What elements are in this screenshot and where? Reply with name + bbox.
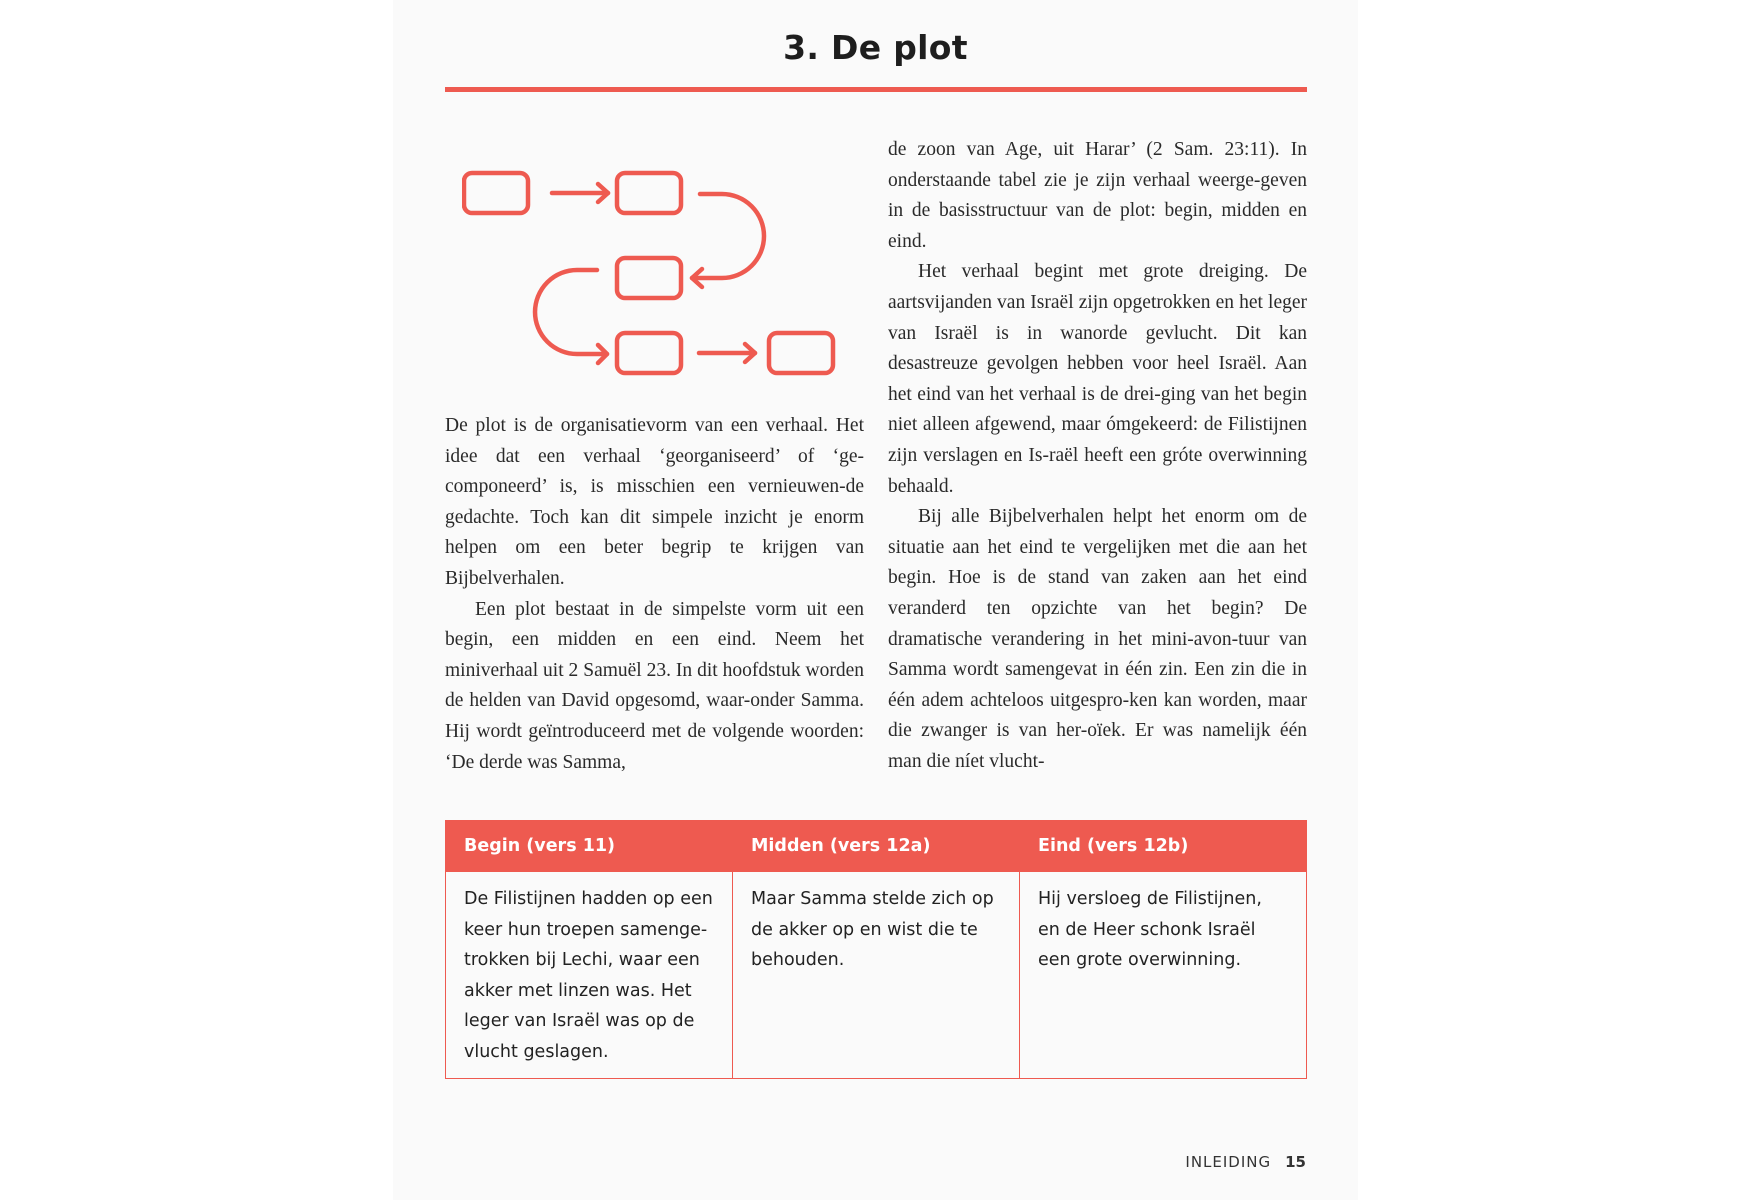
table-header-eind: Eind (vers 12b) [1020,821,1307,872]
table-cell-midden: Maar Samma stelde zich op de akker op en wist die te behouden. [733,872,1020,1079]
diagram-curve-right [692,194,764,278]
diagram-box-5 [769,333,833,373]
page-title: 3. De plot [783,28,968,67]
table-header-row [446,821,1307,872]
footer-section: INLEIDING [1185,1153,1272,1171]
table-header-begin: Begin (vers 11) [446,821,733,872]
page-footer [1185,1153,1306,1171]
diagram-box-4 [617,333,681,373]
table-cell-begin: De Filistijnen hadden op een keer hun troepen samenge-trokken bij Lechi, waar een akker met linzen was. Het leger van Israël was op de vlucht geslagen. [446,872,733,1079]
table-row [446,872,1307,1079]
diagram-curve-left [535,270,607,354]
table-cell-eind: Hij versloeg de Filistijnen, en de Heer schonk Israël een grote overwinning. [1020,872,1307,1079]
paragraph: de zoon van Age, uit Harar’ (2 Sam. 23:11). In onderstaande tabel zie je zijn verhaal weerge-geven in de basisstructuur van de plot: begin, midden en eind. [888,139,1307,252]
book-page [393,0,1358,1200]
paragraph: Het verhaal begint met grote dreiging. De aartsvijanden van Israël zijn opgetrokken en het leger van Israël is in wanorde gevlucht. Dit kan desastreuze gevolgen hebben voor heel Israël. Aan het eind van het verhaal is de drei-ging van het begin niet alleen afgewend, maar ómgekeerd: de Filistijnen zijn verslagen en Is-raël heeft een gróte overwinning behaald. [888,261,1307,497]
paragraph: Bij alle Bijbelverhalen helpt het enorm om de situatie aan het eind te vergelijken met die aan het begin. Hoe is de stand van zaken aan het eind veranderd ten opzichte van het begin? De dramatische verandering in het mini-avon-tuur van Samma wordt samengevat in één zin. Een zin die in één adem achteloos uitgespro-ken kan worden, maar die zwanger is van her-oïek. Er was namelijk één man die níet vlucht- [888,506,1307,772]
right-column [888,135,1307,777]
table-header-midden: Midden (vers 12a) [733,821,1020,872]
page-number: 15 [1285,1153,1306,1171]
plot-structure-table [445,820,1307,1079]
diagram-box-1 [464,173,528,213]
diagram-box-3 [617,258,681,298]
left-column [445,411,864,778]
paragraph: De plot is de organisatievorm van een verhaal. Het idee dat een verhaal ‘georganiseerd’ of ‘ge-componeerd’ is, is misschien een vernieuwen-de gedachte. Toch kan dit simpele inzicht je enorm helpen om een beter begrip te krijgen van Bijbelverhalen. [445,415,864,589]
title-rule [445,87,1307,92]
plot-flow-diagram-icon [462,164,842,384]
paragraph: Een plot bestaat in de simpelste vorm uit een begin, een midden en een eind. Neem het miniverhaal uit 2 Samuël 23. In dit hoofdstuk worden de helden van David opgesomd, waar-onder Samma. Hij wordt geïntroduceerd met de volgende woorden: ‘De derde was Samma, [445,598,864,773]
diagram-box-2 [617,173,681,213]
